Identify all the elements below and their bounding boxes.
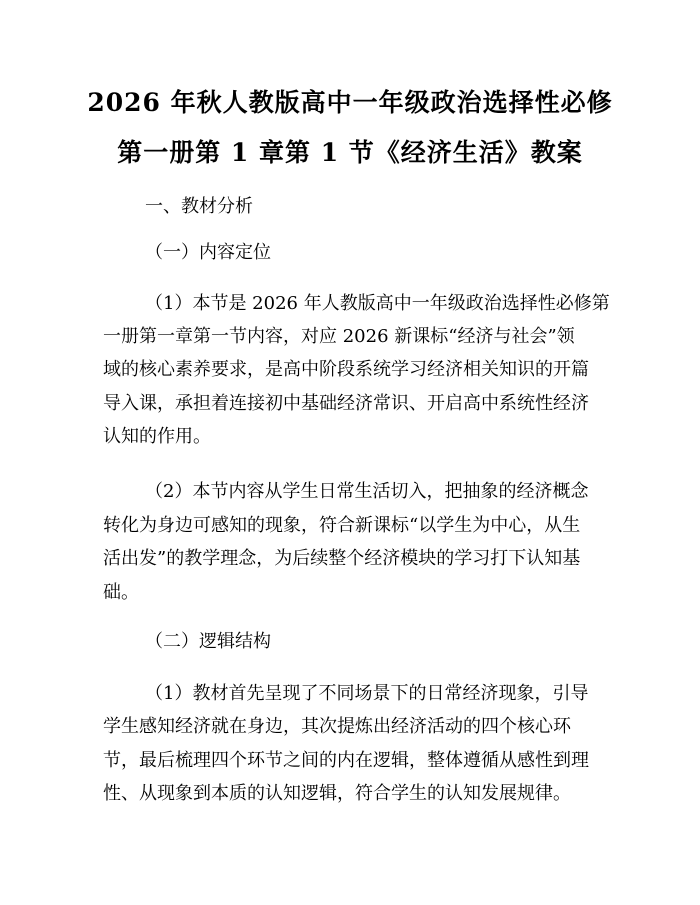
paragraph-line: 一册第一章第一节内容，对应 2026 新课标“经济与社会”领 xyxy=(103,326,575,347)
paragraph-line: 域的核心素养要求，是高中阶段系统学习经济相关知识的开篇 xyxy=(103,359,589,380)
paragraph-line: （2）本节内容从学生日常生活切入，把抽象的经济概念 xyxy=(145,481,589,502)
document-title-line-2: 第一册第 1 章第 1 节《经济生活》教案 xyxy=(117,138,583,167)
section-heading: 一、教材分析 xyxy=(145,196,253,217)
paragraph-line: 础。 xyxy=(103,582,139,603)
subsection-heading-logic-structure: （二）逻辑结构 xyxy=(145,631,271,652)
paragraph-line: 认知的作用。 xyxy=(103,426,211,447)
paragraph-line: 性、从现象到本质的认知逻辑，符合学生的认知发展规律。 xyxy=(103,783,571,804)
paragraph-line: 转化为身边可感知的现象，符合新课标“以学生为中心，从生 xyxy=(103,515,581,536)
subsection-heading-content-positioning: （一）内容定位 xyxy=(145,242,271,263)
paragraph-line: 活出发”的教学理念，为后续整个经济模块的学习打下认知基 xyxy=(103,548,581,569)
paragraph-line: 学生感知经济就在身边，其次提炼出经济活动的四个核心环 xyxy=(103,716,571,737)
paragraph-line: （1）教材首先呈现了不同场景下的日常经济现象，引导 xyxy=(145,683,589,704)
document-title-line-1: 2026 年秋人教版高中一年级政治选择性必修 xyxy=(87,88,613,117)
paragraph-line: 节，最后梳理四个环节之间的内在逻辑，整体遵循从感性到理 xyxy=(103,750,589,771)
paragraph-line: 导入课，承担着连接初中基础经济常识、开启高中系统性经济 xyxy=(103,393,589,414)
paragraph-line: （1）本节是 2026 年人教版高中一年级政治选择性必修第 xyxy=(145,293,610,314)
